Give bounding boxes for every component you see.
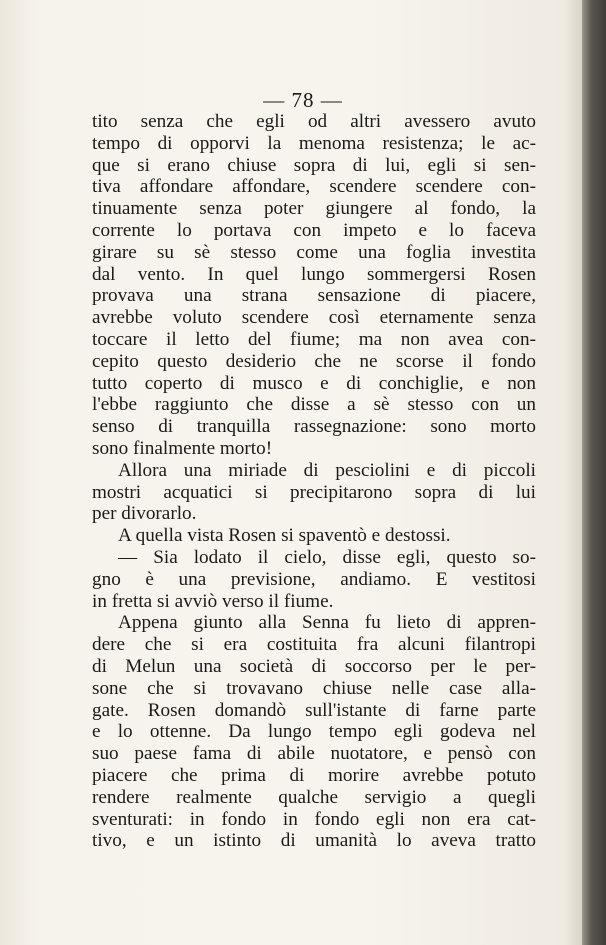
text-line: Appena giunto alla Senna fu lieto di appren-: [118, 612, 536, 634]
page-number: — 78 —: [263, 88, 343, 112]
text-line: corrente lo portava con impeto e lo faceva: [92, 219, 536, 241]
page-gutter-shadow: [582, 0, 606, 945]
text-line: — Sia lodato il cielo, disse egli, questo so-: [118, 546, 536, 568]
text-line: gate. Rosen domandò sull'istante di farne parte: [92, 699, 536, 721]
text-line: rendere realmente qualche servigio a quegli: [92, 786, 536, 808]
text-line: dere che si era costituita fra alcuni filantropi: [92, 634, 536, 656]
text-line: sono finalmente morto!: [92, 437, 273, 459]
text-line: gno è una previsione, andiamo. E vestitosi: [92, 568, 536, 590]
text-line: toccare il letto del fiume; ma non avea con-: [92, 328, 536, 350]
text-line: provava una strana sensazione di piacere,: [92, 285, 536, 307]
text-line: suo paese fama di abile nuotatore, e pensò con: [92, 743, 536, 765]
body-text: [92, 111, 536, 852]
text-line: girare su sè stesso come una foglia investita: [92, 241, 536, 263]
text-line: piacere che prima di morire avrebbe potuto: [92, 764, 536, 786]
text-line: e lo ottenne. Da lungo tempo egli godeva nel: [92, 721, 536, 743]
text-line: in fretta si avviò verso il fiume.: [92, 590, 334, 612]
text-line: senso di tranquilla rassegnazione: sono morto: [92, 416, 536, 438]
text-line: A quella vista Rosen si spaventò e destossi.: [118, 525, 451, 547]
text-line: sventurati: in fondo in fondo egli non era cat-: [92, 808, 536, 830]
text-line: dal vento. In quel lungo sommergersi Rosen: [92, 263, 536, 285]
text-line: tivo, e un istinto di umanità lo aveva tratto: [92, 830, 536, 852]
text-line: sone che si trovavano chiuse nelle case alla-: [92, 677, 536, 699]
text-line: l'ebbe raggiunto che disse a sè stesso con un: [92, 394, 536, 416]
text-line: di Melun una società di soccorso per le per-: [92, 655, 536, 677]
text-line: cepito questo desiderio che ne scorse il fondo: [92, 350, 536, 372]
text-line: Allora una miriade di pesciolini e di piccoli: [118, 459, 536, 481]
text-line: tutto coperto di musco e di conchiglie, e non: [92, 372, 536, 394]
text-line: per divorarlo.: [92, 503, 197, 525]
text-line: tinuamente senza poter giungere al fondo, la: [92, 198, 536, 220]
text-line: avrebbe voluto scendere così eternamente senza: [92, 307, 536, 329]
text-line: tempo di opporvi la menoma resistenza; le ac-: [92, 132, 536, 154]
text-line: que si erano chiuse sopra di lui, egli si sen-: [92, 154, 536, 176]
text-line: mostri acquatici si precipitarono sopra di lui: [92, 481, 536, 503]
text-line: tito senza che egli od altri avessero avuto: [92, 111, 536, 132]
text-line: tiva affondare affondare, scendere scendere con-: [92, 176, 536, 198]
